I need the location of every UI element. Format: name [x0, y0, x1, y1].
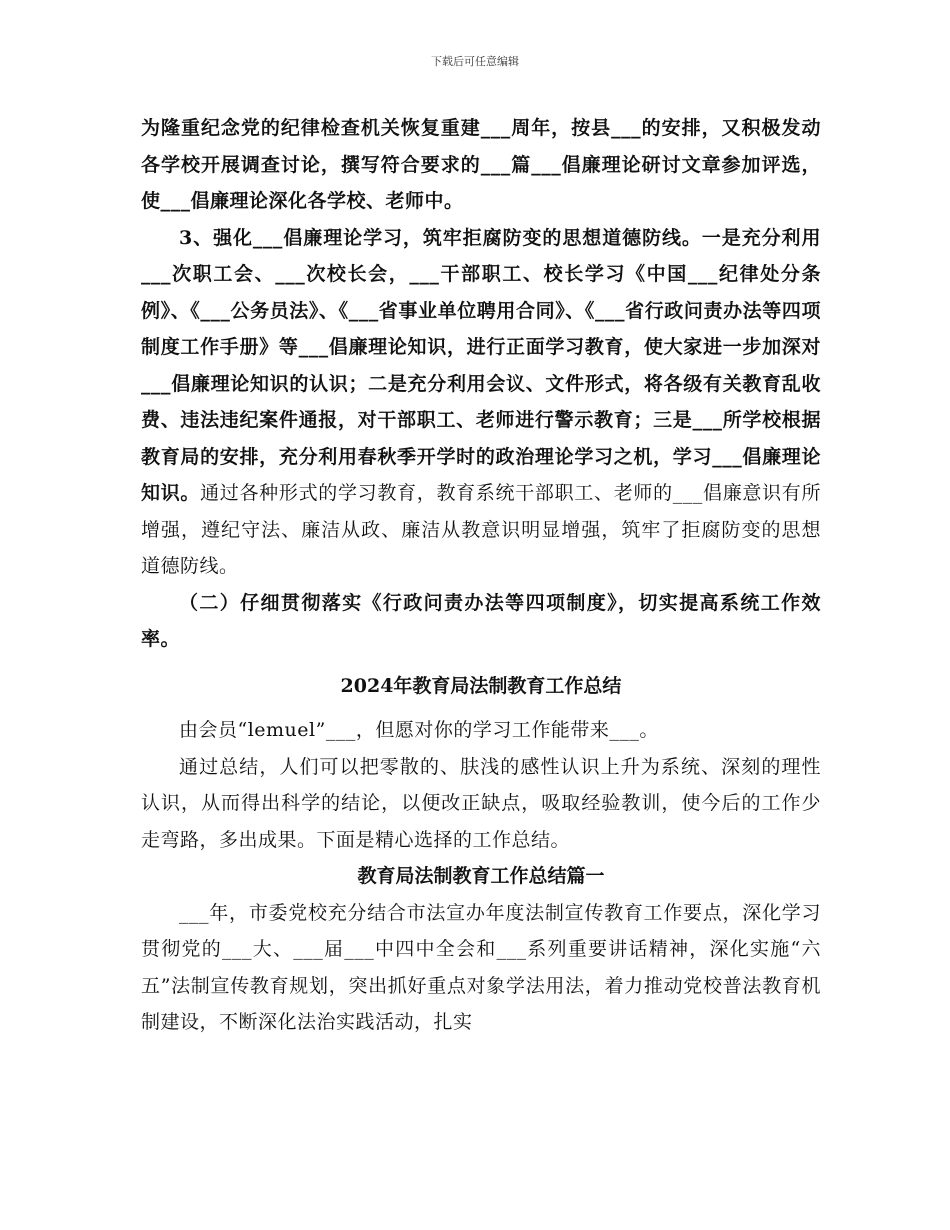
paragraph-body: ___年，市委党校充分结合市法宣办年度法制宣传教育工作要点，深化学习贯彻党的___大、___届___中四中全会和___系列重要讲话精神，深化实施“六五”法制宣传教育规划，突出抓好重点对象学法用法，着力推动党校普法教育机制建设，不断深化法治实践活动，扎实: [141, 901, 821, 1033]
paragraph-intro: 通过总结，人们可以把零散的、肤浅的感性认识上升为系统、深刻的理性认识，从而得出科学的结论，以便改正缺点，吸取经验教训，使今后的工作少走弯路，多出成果。下面是精心选择的工作总结。: [141, 755, 821, 851]
paragraph-1: 为隆重纪念党的纪律检查机关恢复重建___周年，按县___的安排，又积极发动各学校开展调查讨论，撰写符合要求的___篇___倡廉理论研讨文章参加评选，使___倡廉理论深化各学校、老师中。: [141, 117, 821, 212]
paragraph-2-bold: 3、强化___倡廉理论学习，筑牢拒腐防变的思想道德防线。一是充分利用___次职工会、___次校长会，___干部职工、校长学习《中国___纪律处分条例》、《___公务员法》、《___省事业单位聘用合同》、《___省行政问责办法等四项制度工作手册》等___倡廉理论知识，进行正面学习教育，使大家进一步加深对___倡廉理论知识的认识；二是充分利用会议、文件形式，将各级有关教育乱收费、违法违纪案件通报，对干部职工、老师进行警示教育；三是___所学校根据教育局的安排，充分利用春秋季开学时的政治理论学习之机，学习___倡廉理论知识。: [141, 226, 821, 504]
document-title: 2024年教育局法制教育工作总结: [340, 674, 622, 697]
paragraph-2: [141, 220, 821, 585]
section-heading-2: （二）仔细贯彻落实《行政问责办法等四项制度》，切实提高系统工作效率。: [141, 591, 821, 650]
paragraph-member-note: 由会员“lemuel”___，但愿对你的学习工作能带来___。: [179, 719, 659, 741]
document-body: [141, 110, 821, 1041]
section-subtitle: 教育局法制教育工作总结篇一: [357, 865, 605, 887]
paragraph-2-normal: 通过各种形式的学习教育，教育系统干部职工、老师的___倡廉意识有所增强，遵纪守法、廉洁从政、廉洁从教意识明显增强，筑牢了拒腐防变的思想道德防线。: [141, 482, 821, 577]
page-header: 下载后可任意编辑: [431, 55, 519, 68]
